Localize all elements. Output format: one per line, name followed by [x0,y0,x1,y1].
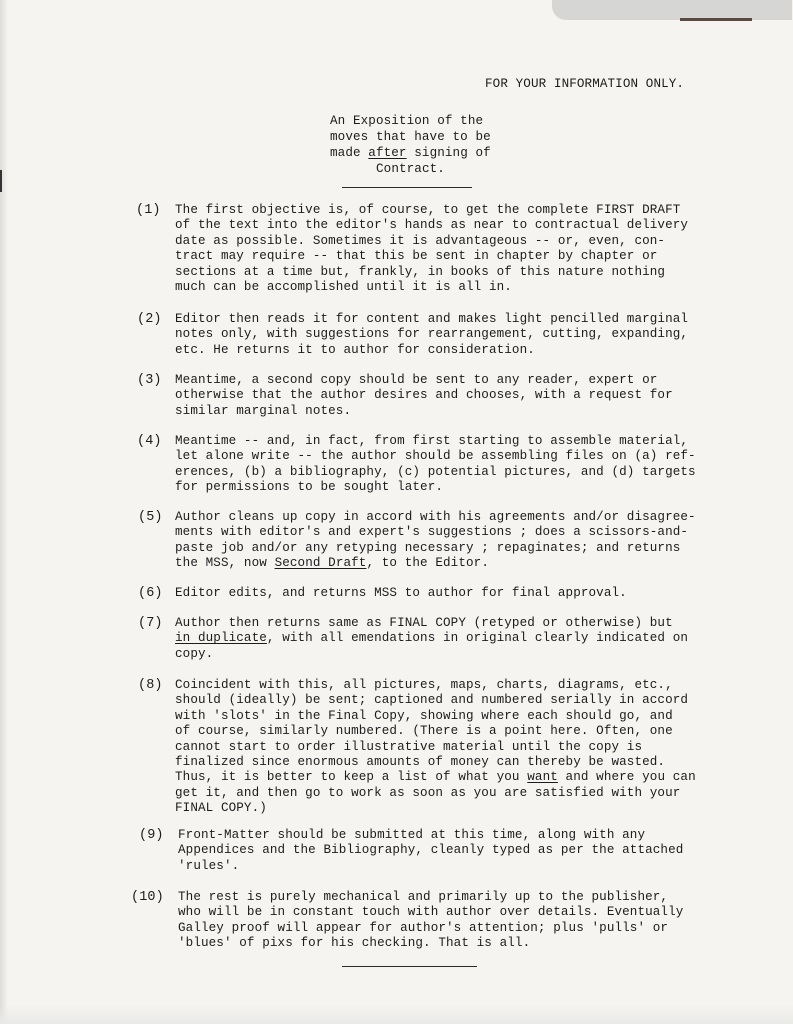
item-line: tract may require -- that this be sent in chapter by chapter or [175,249,658,264]
title-line-3-start: made [330,146,369,160]
item-number: (9) [139,828,164,843]
item-line: sections at a time but, frankly, in books of this nature nothing [175,264,666,279]
item-line: Editor edits, and returns MSS to author for final approval. [175,586,627,600]
item-line: should (ideally) be sent; captioned and numbered serially in accord [175,693,689,708]
item-line: FINAL COPY.) [175,801,267,816]
item-line: ments with editor's and expert's suggestions ; does a scissors-and- [175,525,689,540]
item-text [175,312,705,358]
title-line-3-end: signing of [406,146,491,160]
item-line: Front-Matter should be submitted at this time, along with any [178,828,646,842]
page-edge-shadow [0,0,8,1024]
item-line: who will be in constant touch with author over details. Eventually [178,905,684,920]
line-end: and where you can [557,770,696,785]
item-line: Author then returns same as FINAL COPY (retyped or otherwise) but [175,616,673,630]
item-text [175,373,705,419]
item-line: otherwise that the author desires and chooses, with a request for [175,388,673,403]
item-line: Meantime, a second copy should be sent to any reader, expert or [175,373,658,387]
item-line: Coincident with this, all pictures, maps, charts, diagrams, etc., [175,678,673,692]
item-line: let alone write -- the author should be assembling files on (a) ref- [175,449,696,464]
item-line: etc. He returns it to author for consideration. [175,342,535,357]
item-line [175,631,705,646]
item-line: erences, (b) a bibliography, (c) potential pictures, and (d) targets [175,464,696,479]
item-line: Editor then reads it for content and makes light pencilled marginal [175,312,689,326]
item-line: 'blues' of pixs for his checking. That is all. [178,936,531,951]
title-line-4: Contract. [376,162,445,176]
divider-top [342,187,472,188]
margin-mark [0,170,2,192]
item-line: get it, and then go to work as soon as you are satisfied with your [175,785,681,800]
item-text [175,434,705,496]
item-text [175,203,705,295]
want-underlined: want [527,770,558,785]
item-line: Meantime -- and, in fact, from first starting to assemble material, [175,434,689,448]
second-draft-underlined: Second Draft [274,556,367,571]
item-line: with 'slots' in the Final Copy, showing where each should go, and [175,708,673,723]
item-line: copy. [175,646,214,661]
item-number: (4) [137,434,162,449]
item-line: date as possible. Sometimes it is advantageous -- or, even, con- [175,233,666,248]
item-number: (5) [138,510,163,525]
item-line: of course, similarly numbered. (There is a point here. Often, one [175,724,673,739]
line-end: , with all emendations in original clearly indicated on [266,631,689,646]
item-line [175,770,705,785]
item-line: paste job and/or any retyping necessary ; repaginates; and returns [175,540,681,555]
line-start: Thus, it is better to keep a list of what you [175,770,528,785]
item-line: notes only, with suggestions for rearrangement, cutting, expanding, [175,327,689,342]
item-text [178,890,708,952]
title-after-underlined: after [368,146,407,160]
item-number: (1) [136,203,161,218]
item-number: (10) [131,890,164,905]
item-line: for permissions to be sought later. [175,480,444,495]
item-line: Appendices and the Bibliography, cleanly typed as per the attached [178,843,684,858]
item-line: finalized since enormous amounts of money can thereby be wasted. [175,755,666,770]
item-number: (7) [138,616,163,631]
item-text [175,616,705,662]
item-line: The first objective is, of course, to get the complete FIRST DRAFT [175,203,681,217]
item-number: (8) [138,678,163,693]
line-end: , to the Editor. [366,556,489,571]
title-line-3 [330,145,530,161]
item-number: (3) [137,373,162,388]
paper-clip-shadow [552,0,792,20]
item-number: (2) [137,312,162,327]
divider-bottom [342,966,477,967]
item-line: Author cleans up copy in accord with his agreements and/or disagree- [175,510,696,524]
item-text [175,510,705,572]
item-line: cannot start to order illustrative material until the copy is [175,739,643,754]
line-start: the MSS, now [175,556,275,571]
header-note: FOR YOUR INFORMATION ONLY. [485,77,685,91]
item-line: similar marginal notes. [175,403,352,418]
item-text [175,586,705,601]
item-line: Galley proof will appear for author's attention; plus 'pulls' or [178,920,669,935]
page-bottom-fade [0,1005,793,1024]
item-line: The rest is purely mechanical and primarily up to the publisher, [178,890,669,904]
item-text [178,828,708,874]
in-duplicate-underlined: in duplicate [175,631,267,646]
paper-clip-edge [680,18,752,21]
document-title [330,113,530,177]
item-line: 'rules'. [178,858,240,873]
item-number: (6) [138,586,163,601]
title-line-1: An Exposition of the [330,114,484,128]
item-line: of the text into the editor's hands as near to contractual delivery [175,218,689,233]
title-line-2: moves that have to be [330,130,491,144]
item-line [175,556,705,571]
item-text [175,678,705,817]
item-line: much can be accomplished until it is all in. [175,280,512,295]
